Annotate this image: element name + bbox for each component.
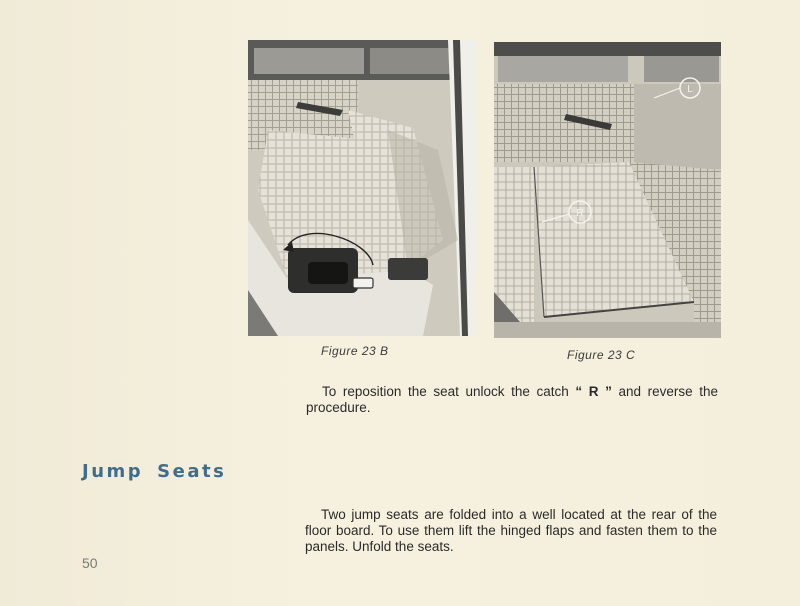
jump-seats-text: Two jump seats are folded into a well located at the rear of the floor board. To use them lift the hinged flaps and fasten them to the panels. Unfold the seats. xyxy=(305,507,717,554)
heading-word-seats: Seats xyxy=(157,461,227,482)
figure-23b-photo xyxy=(248,40,475,336)
figure-23c-photo xyxy=(494,42,721,338)
figure-23c-caption: Figure 23 C xyxy=(567,348,636,362)
marker-l-label: L xyxy=(687,84,693,95)
heading-word-jump: Jump xyxy=(82,461,144,482)
seat-folded-forward-image xyxy=(248,40,475,336)
marker-r-label: R xyxy=(576,208,584,219)
page-number: 50 xyxy=(82,555,98,571)
section-heading xyxy=(82,461,226,482)
reposition-paragraph xyxy=(306,384,718,416)
figure-23b-caption: Figure 23 B xyxy=(321,344,389,358)
catch-label: “ R ” xyxy=(575,384,612,399)
reposition-text-start: To reposition the seat unlock the catch xyxy=(322,384,569,399)
reposition-text-end: and reverse the procedure. xyxy=(306,384,718,415)
jump-seats-paragraph xyxy=(305,507,717,555)
seat-flat-floor-image xyxy=(494,42,721,338)
